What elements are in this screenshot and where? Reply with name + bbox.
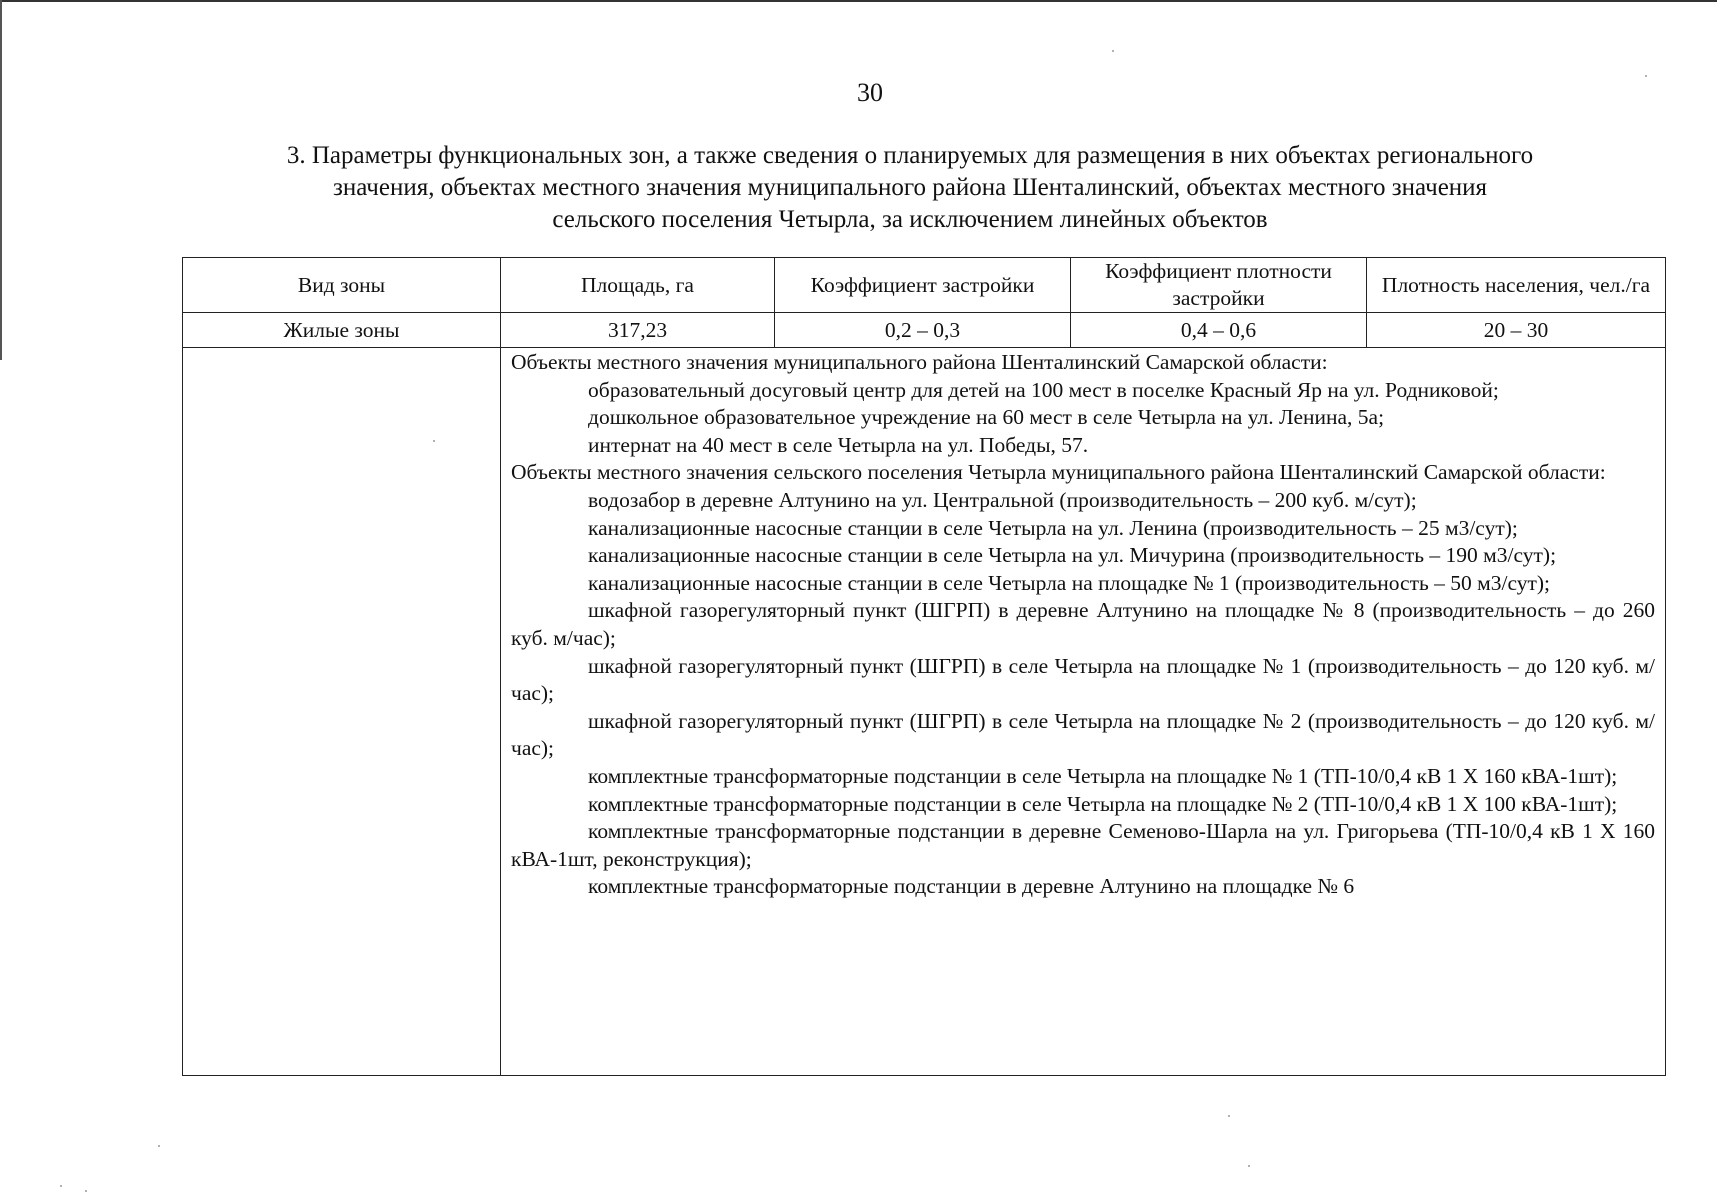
table-header-row xyxy=(183,258,1666,313)
object-item: канализационные насосные станции в селе Четырла на площадке № 1 (производительность – 50 м3/сут); xyxy=(588,570,1551,595)
group1-list xyxy=(511,377,1655,460)
object-item: канализационные насосные станции в селе Четырла на ул. Ленина (производительность – 25 м3/сут); xyxy=(588,515,1518,540)
cell-density-coef: 0,4 – 0,6 xyxy=(1071,313,1367,348)
zones-table xyxy=(182,257,1666,1076)
group2-list xyxy=(511,487,1655,901)
object-item: шкафной газорегуляторный пункт (ШГРП) в селе Четырла на площадке № 2 (производительность – до 120 куб. м/час); xyxy=(511,708,1655,761)
page-number: 30 xyxy=(857,78,883,107)
object-item: водозабор в деревне Алтунино на ул. Центральной (производительность – 200 куб. м/сут); xyxy=(588,487,1417,512)
objects-cell xyxy=(501,348,1666,1076)
header-density-coef: Коэффициент плотности застройки xyxy=(1071,258,1367,313)
object-item: шкафной газорегуляторный пункт (ШГРП) в деревне Алтунино на площадке № 8 (производительность – до 260 куб. м/час); xyxy=(511,598,1655,650)
header-zone-type: Вид зоны xyxy=(183,258,501,313)
top-scan-border xyxy=(0,0,1717,2)
objects-row xyxy=(183,348,1666,1076)
group1-title: Объекты местного значения муниципального района Шенталинский Самарской области: xyxy=(511,350,1328,374)
object-item: комплектные трансформаторные подстанции в селе Четырла на площадке № 2 (ТП-10/0,4 кВ 1 Х 100 кВА-1шт); xyxy=(588,791,1618,816)
section-title-line-1: 3. Параметры функциональных зон, а также сведения о планируемых для размещения в них объектах регионального xyxy=(286,142,1534,169)
cell-build-coef: 0,2 – 0,3 xyxy=(775,313,1071,348)
section-title xyxy=(170,140,1650,236)
object-item: дошкольное образовательное учреждение на 60 мест в селе Четырла на ул. Ленина, 5а; xyxy=(588,405,1385,430)
left-scan-border xyxy=(0,0,2,360)
object-item: интернат на 40 мест в селе Четырла на ул. Победы, 57. xyxy=(588,432,1089,457)
cell-area: 317,23 xyxy=(501,313,775,348)
object-item: комплектные трансформаторные подстанции в деревне Семеново-Шарла на ул. Григорьева (ТП-10/0,4 кВ 1 Х 160 кВА-1шт, реконструкция); xyxy=(511,819,1655,871)
objects-empty-cell xyxy=(183,348,501,1076)
object-item: шкафной газорегуляторный пункт (ШГРП) в селе Четырла на площадке № 1 (производительность – до 120 куб. м/час); xyxy=(511,653,1655,706)
section-title-line-2: значения, объектах местного значения муниципального района Шенталинский, объектах местного значения xyxy=(332,174,1488,201)
object-item: комплектные трансформаторные подстанции в деревне Алтунино на площадке № 6 xyxy=(588,874,1355,899)
section-title-line-3: сельского поселения Четырла, за исключением линейных объектов xyxy=(552,206,1268,233)
cell-pop-density: 20 – 30 xyxy=(1367,313,1666,348)
header-pop-density: Плотность населения, чел./га xyxy=(1367,258,1666,313)
cell-zone-type: Жилые зоны xyxy=(183,313,501,348)
header-area: Площадь, га xyxy=(501,258,775,313)
table-row xyxy=(183,313,1666,348)
object-item: комплектные трансформаторные подстанции в селе Четырла на площадке № 1 (ТП-10/0,4 кВ 1 Х 160 кВА-1шт); xyxy=(588,763,1618,788)
group2-title: Объекты местного значения сельского поселения Четырла муниципального района Шенталинский Самарской области: xyxy=(511,460,1606,485)
object-item: образовательный досуговый центр для детей на 100 мест в поселке Красный Яр на ул. Родниковой; xyxy=(588,377,1499,402)
header-build-coef: Коэффициент застройки xyxy=(775,258,1071,313)
object-item: канализационные насосные станции в селе Четырла на ул. Мичурина (производительность – 190 м3/сут); xyxy=(588,543,1557,568)
